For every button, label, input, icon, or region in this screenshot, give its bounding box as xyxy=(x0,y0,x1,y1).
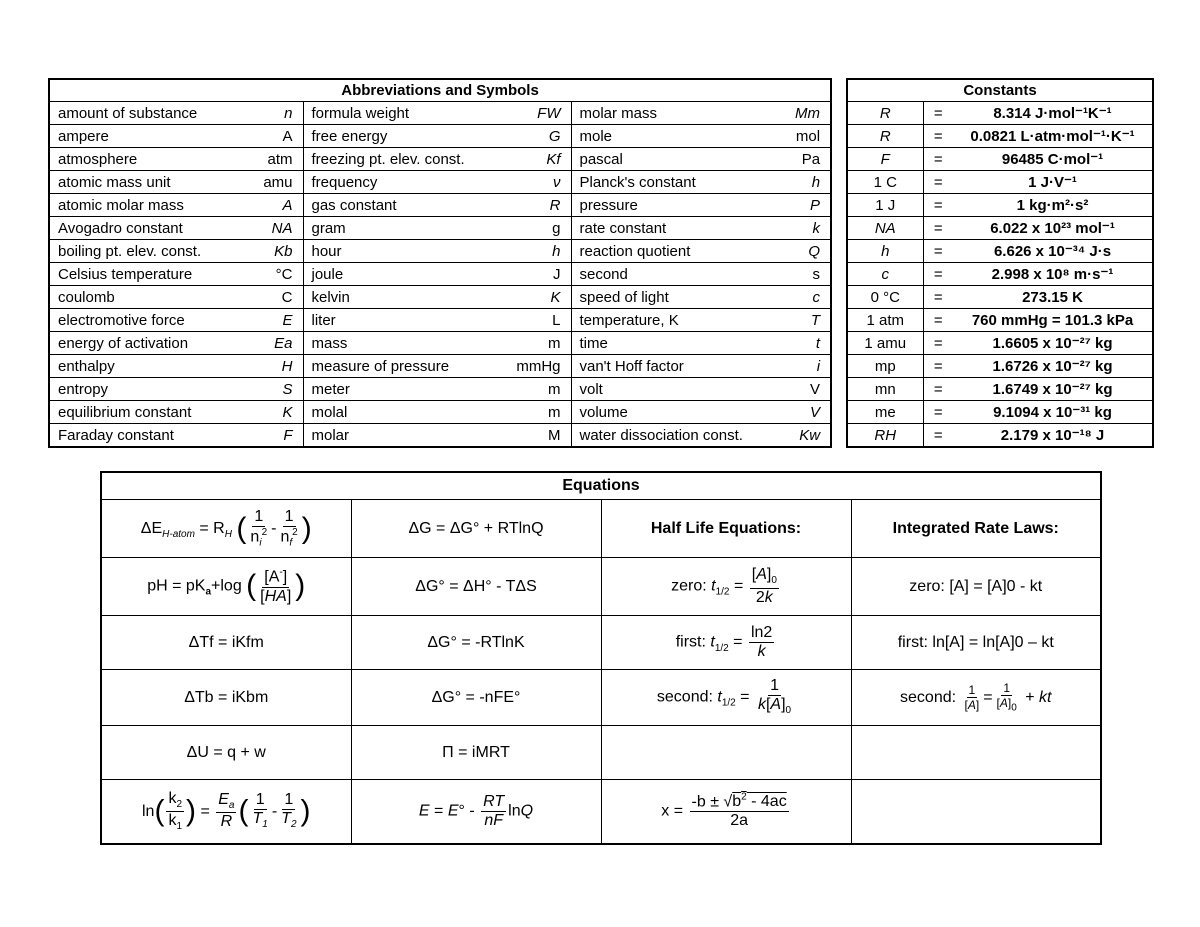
eq-quadratic: x = $\frac{-b \pm √b^2 - 4ac}{2a}$ xyxy=(601,780,851,844)
constant-row xyxy=(847,171,1153,194)
abbreviation-name: joule xyxy=(303,263,511,286)
abbreviation-name: hour xyxy=(303,240,511,263)
abbreviation-name: formula weight xyxy=(303,102,511,125)
abbreviation-name: atomic molar mass xyxy=(49,194,259,217)
eq-osmotic-pressure: Π = iMRT xyxy=(351,726,601,780)
abbreviation-symbol: s xyxy=(783,263,831,286)
abbreviations-table xyxy=(48,78,832,448)
constant-row xyxy=(847,332,1153,355)
abbreviation-name: free energy xyxy=(303,125,511,148)
abbreviation-row xyxy=(49,194,831,217)
abbreviation-symbol: S xyxy=(259,378,303,401)
abbreviation-symbol: Kf xyxy=(511,148,571,171)
constant-symbol: h xyxy=(847,240,923,263)
constant-value: 8.314 J·mol⁻¹K⁻¹ xyxy=(953,102,1153,125)
abbreviation-symbol: mol xyxy=(783,125,831,148)
abbreviation-symbol: amu xyxy=(259,171,303,194)
abbreviation-name: molal xyxy=(303,401,511,424)
abbreviation-symbol: Kw xyxy=(799,426,821,444)
equals-sign: = xyxy=(923,332,953,355)
abbreviation-row xyxy=(49,332,831,355)
abbreviation-symbol: k xyxy=(783,217,831,240)
constant-row xyxy=(847,424,1153,448)
abbreviation-name: second xyxy=(571,263,783,286)
equals-sign: = xyxy=(923,194,953,217)
equals-sign: = xyxy=(923,355,953,378)
abbreviation-name: time xyxy=(571,332,783,355)
constants-table xyxy=(846,78,1154,448)
abbreviation-symbol: mmHg xyxy=(511,355,571,378)
constant-value: 1 J·V⁻¹ xyxy=(953,171,1153,194)
abbreviation-symbol: A xyxy=(259,125,303,148)
eq-rate-first: first: ln[A] = ln[A]0 – kt xyxy=(851,616,1101,670)
constants-title: Constants xyxy=(847,79,1153,102)
abbreviation-row xyxy=(49,240,831,263)
abbreviation-name: meter xyxy=(303,378,511,401)
abbreviation-symbol: C xyxy=(259,286,303,309)
abbreviation-name: volume xyxy=(571,401,783,424)
abbreviation-name: coulomb xyxy=(49,286,259,309)
abbreviation-row xyxy=(49,125,831,148)
constant-row xyxy=(847,194,1153,217)
abbreviation-symbol: F xyxy=(259,424,303,448)
abbreviation-symbol: FW xyxy=(511,102,571,125)
constant-value: 1.6605 x 10⁻²⁷ kg xyxy=(953,332,1153,355)
abbreviation-row xyxy=(49,171,831,194)
constant-value: 1.6726 x 10⁻²⁷ kg xyxy=(953,355,1153,378)
constant-row xyxy=(847,148,1153,171)
abbreviation-name: gas constant xyxy=(303,194,511,217)
constant-row xyxy=(847,286,1153,309)
constant-row xyxy=(847,401,1153,424)
abbreviation-name: speed of light xyxy=(571,286,783,309)
equals-sign: = xyxy=(923,171,953,194)
abbreviation-name: measure of pressure xyxy=(303,355,511,378)
abbreviation-symbol: T xyxy=(783,309,831,332)
abbreviation-name: water dissociation const. xyxy=(579,426,743,444)
equations-title: Equations xyxy=(101,472,1101,500)
equals-sign: = xyxy=(923,401,953,424)
constant-value: 2.998 x 10⁸ m·s⁻¹ xyxy=(953,263,1153,286)
abbreviation-name: frequency xyxy=(303,171,511,194)
abbreviation-name: molar xyxy=(311,426,350,444)
constant-symbol: R xyxy=(847,102,923,125)
abbreviation-symbol: Pa xyxy=(783,148,831,171)
abbreviations-title: Abbreviations and Symbols xyxy=(49,79,831,102)
equations-table xyxy=(100,471,1102,845)
eq-boiling-point: ΔTb = iKbm xyxy=(101,670,351,726)
abbreviation-name: electromotive force xyxy=(49,309,259,332)
rate-laws-title: Integrated Rate Laws: xyxy=(851,500,1101,558)
abbreviation-symbol: Q xyxy=(783,240,831,263)
constant-symbol: NA xyxy=(847,217,923,240)
abbreviation-row xyxy=(49,148,831,171)
abbreviation-symbol: K xyxy=(511,286,571,309)
constant-symbol: mn xyxy=(847,378,923,401)
constant-value: 760 mmHg = 101.3 kPa xyxy=(953,309,1153,332)
eq-nernst: E = E° - $\frac{RT}{nF}$ lnQ xyxy=(351,780,601,844)
abbreviation-name: liter xyxy=(303,309,511,332)
constant-value: 1.6749 x 10⁻²⁷ kg xyxy=(953,378,1153,401)
abbreviation-symbol: M xyxy=(511,424,571,448)
eq-arrhenius: ln( $\frac{k_2}{k_1}$ ) = $\frac{E_a}{R}$ ( $\frac{1}{T_1}$ - $\frac{1}{T_2}$ ) xyxy=(101,780,351,844)
constant-row xyxy=(847,102,1153,125)
eq-freezing-point: ΔTf = iKfm xyxy=(101,616,351,670)
equals-sign: = xyxy=(923,263,953,286)
abbreviation-name: reaction quotient xyxy=(571,240,783,263)
abbreviation-symbol: H xyxy=(259,355,303,378)
eq-henderson-hasselbalch: pH = $pK_a+\log$ ( $\frac{[A^-]}{[HA]}$ ) xyxy=(101,558,351,616)
abbreviation-symbol: m xyxy=(511,378,571,401)
abbreviation-symbol: E xyxy=(259,309,303,332)
abbreviation-symbol: A xyxy=(259,194,303,217)
abbreviation-name: gram xyxy=(303,217,511,240)
abbreviation-row xyxy=(49,309,831,332)
abbreviation-name: temperature, K xyxy=(571,309,783,332)
constant-value: 6.022 x 10²³ mol⁻¹ xyxy=(953,217,1153,240)
abbreviation-row xyxy=(49,401,831,424)
eq-gibbs-q: ΔG = ΔG° + RTlnQ xyxy=(351,500,601,558)
equals-sign: = xyxy=(923,125,953,148)
abbreviation-symbol: V xyxy=(783,401,831,424)
abbreviation-symbol: n xyxy=(259,102,303,125)
abbreviation-symbol: G xyxy=(511,125,571,148)
abbreviation-name: Planck's constant xyxy=(571,171,783,194)
constant-symbol: R xyxy=(847,125,923,148)
eq-half-life-zero: zero: $t_{1/2}$ = $\frac{[A]_0}{2k}$ xyxy=(601,558,851,616)
constant-value: 273.15 K xyxy=(953,286,1153,309)
abbreviation-symbol: L xyxy=(511,309,571,332)
equals-sign: = xyxy=(923,102,953,125)
constant-row xyxy=(847,309,1153,332)
abbreviation-name: atomic mass unit xyxy=(49,171,259,194)
constant-row xyxy=(847,125,1153,148)
abbreviation-row xyxy=(49,217,831,240)
abbreviation-name: Avogadro constant xyxy=(49,217,259,240)
abbreviation-symbol: atm xyxy=(259,148,303,171)
empty-cell xyxy=(601,726,851,780)
abbreviation-name: equilibrium constant xyxy=(49,401,259,424)
equals-sign: = xyxy=(923,309,953,332)
abbreviation-symbol: c xyxy=(783,286,831,309)
abbreviation-symbol: R xyxy=(511,194,571,217)
abbreviation-row xyxy=(49,355,831,378)
constant-value: 1 kg·m²·s² xyxy=(953,194,1153,217)
abbreviation-name: kelvin xyxy=(303,286,511,309)
constant-value: 2.179 x 10⁻¹⁸ J xyxy=(1000,426,1105,444)
abbreviation-name: entropy xyxy=(49,378,259,401)
half-life-title: Half Life Equations: xyxy=(601,500,851,558)
eq-gibbs-k: ΔG° = -RTlnK xyxy=(351,616,601,670)
abbreviation-name: atmosphere xyxy=(49,148,259,171)
abbreviation-name: pressure xyxy=(571,194,783,217)
constant-row xyxy=(847,217,1153,240)
eq-internal-energy: ΔU = q + w xyxy=(101,726,351,780)
constant-symbol: me xyxy=(847,401,923,424)
abbreviation-name: pascal xyxy=(571,148,783,171)
constant-symbol: 0 °C xyxy=(847,286,923,309)
equals-sign: = xyxy=(923,286,953,309)
abbreviation-symbol: Ea xyxy=(259,332,303,355)
abbreviation-name: volt xyxy=(571,378,783,401)
constant-symbol: RH xyxy=(847,424,923,448)
abbreviation-row xyxy=(49,424,831,448)
empty-cell xyxy=(851,780,1101,844)
constant-row xyxy=(847,240,1153,263)
abbreviation-symbol: P xyxy=(783,194,831,217)
abbreviation-symbol: V xyxy=(783,378,831,401)
abbreviation-name: rate constant xyxy=(571,217,783,240)
abbreviation-name: van't Hoff factor xyxy=(571,355,783,378)
constant-row xyxy=(847,263,1153,286)
abbreviation-symbol: °C xyxy=(259,263,303,286)
constant-symbol: mp xyxy=(847,355,923,378)
equals-sign: = xyxy=(933,426,943,444)
eq-hydrogen-energy: $\Delta E_{H-atom} = R_H$ ( $\frac{1}{n_i^2}$ - $\frac{1}{n_f^2}$ ) xyxy=(101,500,351,558)
abbreviation-symbol: K xyxy=(259,401,303,424)
abbreviation-symbol: J xyxy=(511,263,571,286)
eq-rate-zero: zero: [A] = [A]0 - kt xyxy=(851,558,1101,616)
abbreviation-name: boiling pt. elev. const. xyxy=(49,240,259,263)
abbreviation-symbol: i xyxy=(783,355,831,378)
abbreviation-name: energy of activation xyxy=(49,332,259,355)
eq-rate-second: second: $\frac{1}{[A]}$ = $\frac{1}{[A]_0}$ + kt xyxy=(851,670,1101,726)
eq-gibbs-emf: ΔG° = -nFE° xyxy=(351,670,601,726)
abbreviation-symbol: m xyxy=(511,401,571,424)
abbreviation-row xyxy=(49,286,831,309)
constant-value: 0.0821 L·atm·mol⁻¹·K⁻¹ xyxy=(953,125,1153,148)
constant-symbol: 1 amu xyxy=(847,332,923,355)
abbreviation-row xyxy=(49,102,831,125)
eq-half-life-second: second: $t_{1/2}$ = $\frac{1}{k[A]_0}$ xyxy=(601,670,851,726)
abbreviation-symbol: h xyxy=(783,171,831,194)
eq-half-life-first: first: $t_{1/2}$ = $\frac{\ln 2}{k}$ xyxy=(601,616,851,670)
abbreviation-name: mole xyxy=(571,125,783,148)
abbreviation-symbol: Mm xyxy=(783,102,831,125)
abbreviation-symbol: ν xyxy=(511,171,571,194)
abbreviation-name: ampere xyxy=(49,125,259,148)
abbreviation-name: Celsius temperature xyxy=(49,263,259,286)
abbreviation-symbol: g xyxy=(511,217,571,240)
abbreviation-row xyxy=(49,263,831,286)
constant-value: 6.626 x 10⁻³⁴ J·s xyxy=(953,240,1153,263)
constant-symbol: 1 J xyxy=(847,194,923,217)
constant-symbol: 1 atm xyxy=(847,309,923,332)
abbreviation-row xyxy=(49,378,831,401)
abbreviation-symbol: h xyxy=(511,240,571,263)
abbreviation-name: freezing pt. elev. const. xyxy=(303,148,511,171)
abbreviation-name: amount of substance xyxy=(49,102,259,125)
abbreviation-symbol: m xyxy=(511,332,571,355)
equals-sign: = xyxy=(923,217,953,240)
constant-value: 9.1094 x 10⁻³¹ kg xyxy=(953,401,1153,424)
constant-row xyxy=(847,355,1153,378)
equals-sign: = xyxy=(923,240,953,263)
constant-value: 96485 C·mol⁻¹ xyxy=(953,148,1153,171)
abbreviation-name: enthalpy xyxy=(49,355,259,378)
equals-sign: = xyxy=(923,378,953,401)
eq-gibbs-enthalpy: ΔG° = ΔH° - TΔS xyxy=(351,558,601,616)
constant-symbol: 1 C xyxy=(847,171,923,194)
abbreviation-symbol: t xyxy=(783,332,831,355)
abbreviation-name: mass xyxy=(303,332,511,355)
constant-symbol: c xyxy=(847,263,923,286)
abbreviation-symbol: Kb xyxy=(259,240,303,263)
abbreviation-name: Faraday constant xyxy=(58,426,174,444)
empty-cell xyxy=(851,726,1101,780)
constant-symbol: F xyxy=(847,148,923,171)
equals-sign: = xyxy=(923,148,953,171)
abbreviation-name: molar mass xyxy=(571,102,783,125)
constant-row xyxy=(847,378,1153,401)
abbreviation-symbol: NA xyxy=(259,217,303,240)
